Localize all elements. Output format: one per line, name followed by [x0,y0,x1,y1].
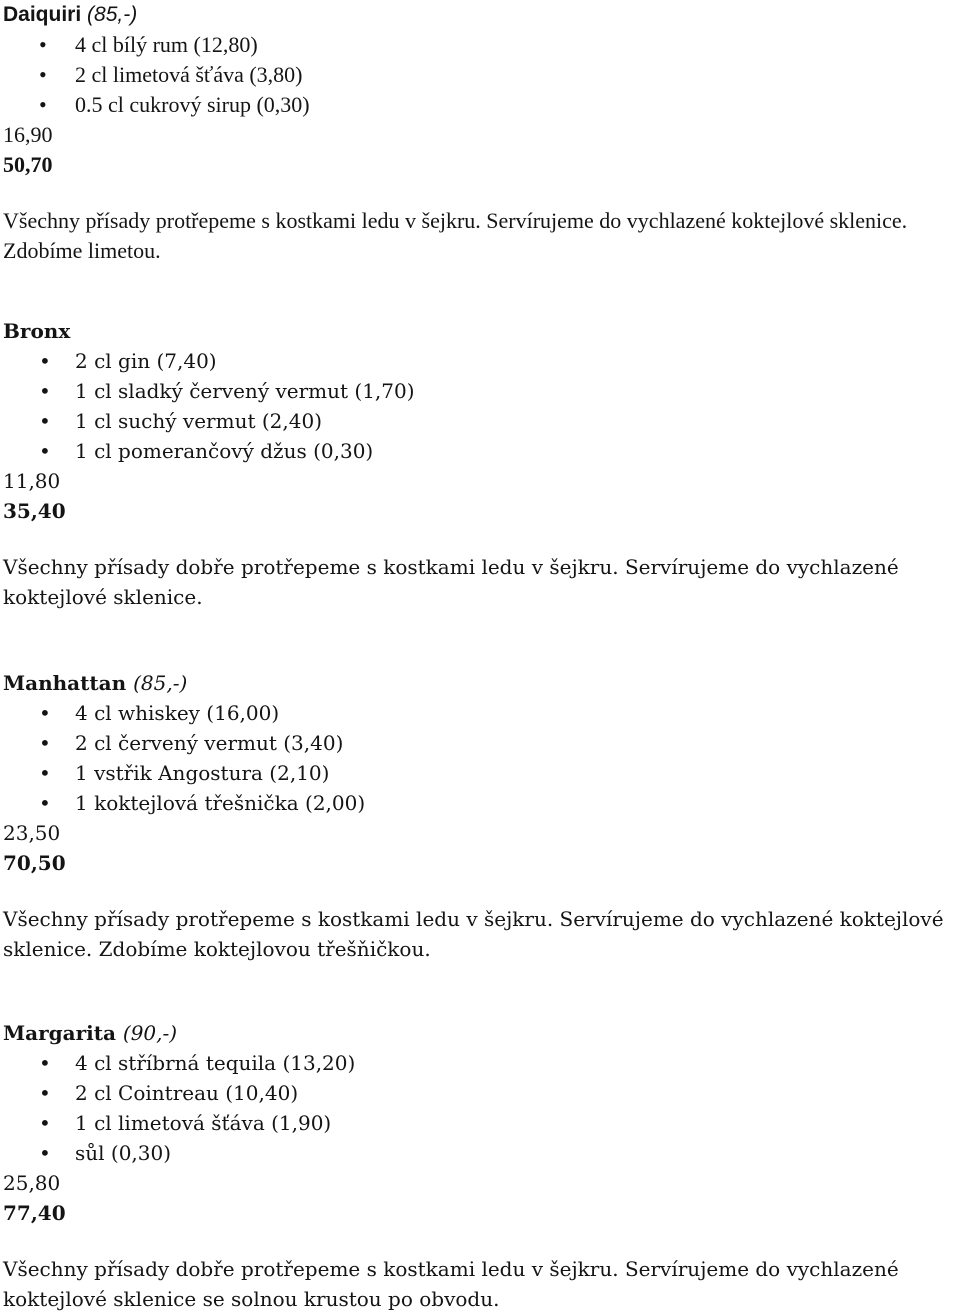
ingredient-text: 4 cl stříbrná tequila (13,20) [75,1051,356,1075]
ingredient-cost: 16,90 [3,122,53,147]
recipe-price: (90,-) [122,1021,178,1045]
ingredient-item [3,1108,958,1138]
recipe-instructions: Všechny přísady protřepeme s kostkami ledu v šejkru. Servírujeme do vychlazené koktejlové sklenice. Zdobíme koktejlovou třešňičkou. [3,907,944,961]
selling-total: 77,40 [3,1201,66,1225]
recipe-bronx [3,316,958,612]
ingredient-text: 0.5 cl cukrový sirup (0,30) [75,92,310,117]
ingredient-cost: 11,80 [3,469,61,493]
bullet-icon: • [39,32,47,57]
ingredient-item [3,1138,958,1168]
ingredient-text: 1 vstřik Angostura (2,10) [75,761,330,785]
selling-total: 70,50 [3,851,66,875]
selling-total: 35,40 [3,499,66,523]
ingredient-text: 1 cl pomerančový džus (0,30) [75,439,374,463]
recipe-title [3,1018,958,1048]
ingredient-item [3,728,958,758]
ingredient-text: 4 cl bílý rum (12,80) [75,32,258,57]
bullet-icon: • [39,62,47,87]
bullet-icon: • [39,349,51,373]
recipe-manhattan [3,668,958,964]
bullet-icon: • [39,379,51,403]
ingredient-item [3,436,958,466]
ingredient-list [3,698,958,818]
recipe-title [3,0,958,30]
ingredient-item [3,376,958,406]
bullet-icon: • [39,92,47,117]
bullet-icon: • [39,1051,51,1075]
ingredient-list [3,346,958,466]
ingredient-text: 2 cl gin (7,40) [75,349,217,373]
ingredient-item [3,346,958,376]
ingredient-text: 2 cl limetová šťáva (3,80) [75,62,303,87]
recipe-title [3,316,958,346]
ingredient-item [3,406,958,436]
ingredient-text: 1 cl limetová šťáva (1,90) [75,1111,332,1135]
recipe-margarita [3,1018,958,1314]
bullet-icon: • [39,791,51,815]
recipe-title [3,668,958,698]
ingredient-text: 1 cl suchý vermut (2,40) [75,409,322,433]
recipe-instructions: Všechny přísady protřepeme s kostkami ledu v šejkru. Servírujeme do vychlazené koktejlové sklenice. Zdobíme limetou. [3,208,908,263]
recipe-name: Bronx [3,319,71,343]
bullet-icon: • [39,1111,51,1135]
recipe-instructions: Všechny přísady dobře protřepeme s kostkami ledu v šejkru. Servírujeme do vychlazené koktejlové sklenice se solnou krustou po obvodu. [3,1257,899,1311]
recipe-price: (85,-) [87,3,138,26]
ingredient-text: 2 cl červený vermut (3,40) [75,731,344,755]
ingredient-item [3,698,958,728]
bullet-icon: • [39,1081,51,1105]
ingredient-list [3,30,958,120]
ingredient-text: 2 cl Cointreau (10,40) [75,1081,299,1105]
bullet-icon: • [39,701,51,725]
recipe-price: (85,-) [133,671,188,695]
selling-total: 50,70 [3,152,53,177]
recipe-name: Margarita [3,1021,116,1045]
ingredient-item [3,1048,958,1078]
ingredient-item [3,788,958,818]
ingredient-text: 4 cl whiskey (16,00) [75,701,280,725]
recipe-name: Daiquiri [3,3,82,26]
ingredient-text: 1 cl sladký červený vermut (1,70) [75,379,415,403]
ingredient-list [3,1048,958,1168]
ingredient-item [3,1078,958,1108]
ingredient-item [3,30,958,60]
ingredient-cost: 25,80 [3,1171,61,1195]
ingredient-text: sůl (0,30) [75,1141,172,1165]
ingredient-text: 1 koktejlová třešnička (2,00) [75,791,366,815]
recipe-instructions: Všechny přísady dobře protřepeme s kostkami ledu v šejkru. Servírujeme do vychlazené koktejlové sklenice. [3,555,899,609]
bullet-icon: • [39,731,51,755]
recipe-daiquiri [3,0,958,266]
ingredient-item [3,758,958,788]
ingredient-cost: 23,50 [3,821,61,845]
bullet-icon: • [39,1141,51,1165]
ingredient-item [3,90,958,120]
bullet-icon: • [39,439,51,463]
bullet-icon: • [39,409,51,433]
ingredient-item [3,60,958,90]
recipe-name: Manhattan [3,671,127,695]
bullet-icon: • [39,761,51,785]
